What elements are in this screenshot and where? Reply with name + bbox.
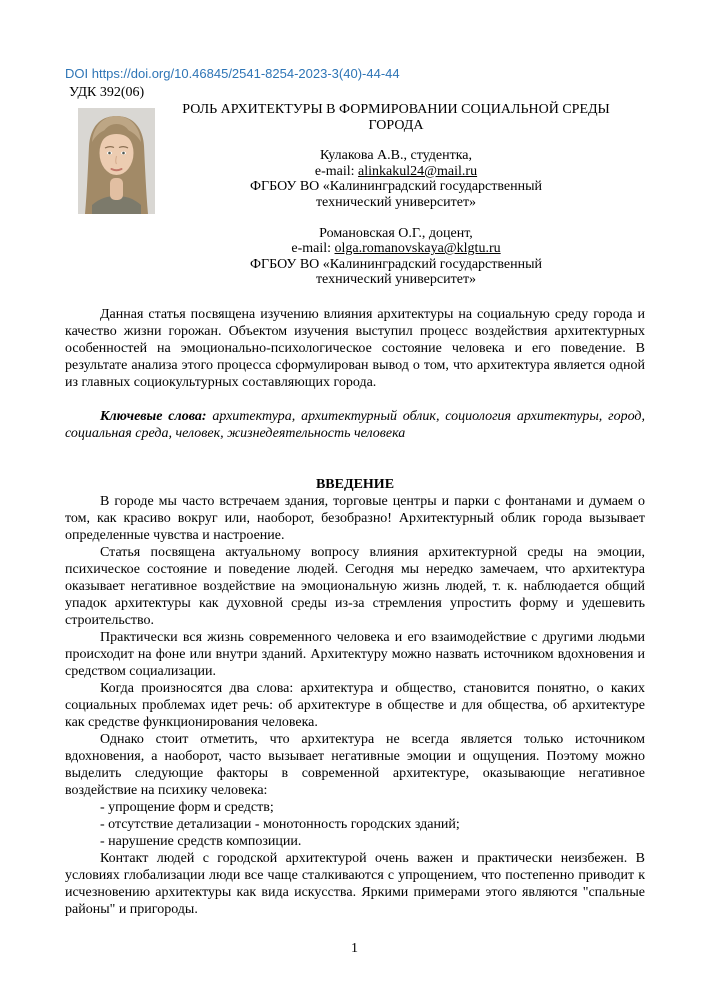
doi-link[interactable]: DOI https://doi.org/10.46845/2541-8254-2023-3(40)-44-44 (65, 66, 400, 81)
author-2-name: Романовская О.Г., доцент, (319, 225, 473, 241)
author-2-affiliation-line2: технический университет» (315, 272, 477, 288)
negative-factor-item-3: - нарушение средств композиции. (100, 834, 302, 849)
author-1-email-link[interactable]: alinkakul24@mail.ru (358, 163, 478, 179)
author-block-1 (155, 148, 637, 210)
author-2-email-line (155, 241, 637, 257)
email-label: e-mail: (314, 163, 355, 179)
intro-closing-paragraph: Контакт людей с городской архитектурой очень важен и практически неизбежен. В условиях глобализации люди все чаще сталкиваются с упрощением, что постепенно приводит к исчезновению архитектуры как вида искусства. Яркими примерами этого являются "спальные районы" и пригороды. (65, 851, 645, 917)
email-label: e-mail: (291, 241, 332, 257)
intro-paragraph-1: В городе мы часто встречаем здания, торговые центры и парки с фонтанами и думаем о том, как красиво вокруг или, наоборот, безобразно! Архитектурный облик города вызывает определенные чувства и настроение. (65, 494, 645, 543)
abstract-paragraph: Данная статья посвящена изучению влияния архитектуры на социальную среду города и качество жизни горожан. Объектом изучения выступил процесс воздействия архитектурных особенностей на эмоционально-психологическое состояние человека и его поведение. В результате анализа этого процесса сформулирован вывод о том, что архитектура является одной из главных социокультурных составляющих города. (65, 307, 645, 390)
author-2-email-link[interactable]: olga.romanovskaya@klgtu.ru (334, 241, 501, 257)
author-block-2 (155, 226, 637, 288)
negative-factor-item-2: - отсутствие детализации - монотонность городских зданий; (100, 817, 460, 832)
author-1-email-line (155, 164, 637, 180)
author-2-affiliation-line1: ФГБОУ ВО «Калининградский государственный (250, 256, 542, 272)
intro-paragraph-2: Статья посвящена актуальному вопросу влияния архитектурной среды на эмоции, психическое состояние и поведение людей. Сегодня мы нередко замечаем, что архитектура оказывает негативное воздействие на эмоциональную жизнь людей, т. к. наблюдается общий упадок архитектуры как духовной среды из-за стремления упростить форму и удешевить строительство. (65, 545, 645, 628)
header-column (155, 102, 637, 303)
keywords-label: Ключевые слова: (100, 409, 207, 424)
keywords-paragraph (65, 408, 645, 442)
page-number: 1 (351, 941, 358, 956)
introduction-heading: ВВЕДЕНИЕ (315, 477, 395, 492)
author-1-affiliation-line1: ФГБОУ ВО «Калининградский государственный (250, 179, 542, 195)
keywords-text: архитектура, архитектурный облик, социология архитектуры, город, социальная среда, человек, жизнедеятельность человека (65, 409, 645, 441)
article-body (65, 306, 645, 918)
intro-paragraph-5: Однако стоит отметить, что архитектура не всегда является только источником вдохновения, а наоборот, часто вызывает негативные эмоции и ощущения. Поэтому можно выделить следующие факторы в современной архитектуре, оказывающие негативное воздействие на психику человека: (65, 732, 645, 798)
intro-paragraph-3: Практически вся жизнь современного человека и его взаимодействие с другими людьми происходит на фоне или внутри зданий. Архитектуру можно назвать источником вдохновения и средством социализации. (65, 630, 645, 679)
udk-code: УДК 392(06) (69, 85, 145, 100)
negative-factor-item-1: - упрощение форм и средств; (100, 800, 274, 815)
author-1-name: Кулакова А.В., студентка, (319, 148, 473, 164)
intro-paragraph-4: Когда произносятся два слова: архитектура и общество, становится понятно, о каких социальных проблемах идет речь: об архитектуре в обществе и для общества, об архитектуре как средстве функционирования человека. (65, 681, 645, 730)
article-title: РОЛЬ АРХИТЕКТУРЫ В ФОРМИРОВАНИИ СОЦИАЛЬНОЙ СРЕДЫ ГОРОДА (182, 102, 610, 133)
author-photo (78, 108, 155, 214)
author-1-affiliation-line2: технический университет» (315, 194, 477, 210)
